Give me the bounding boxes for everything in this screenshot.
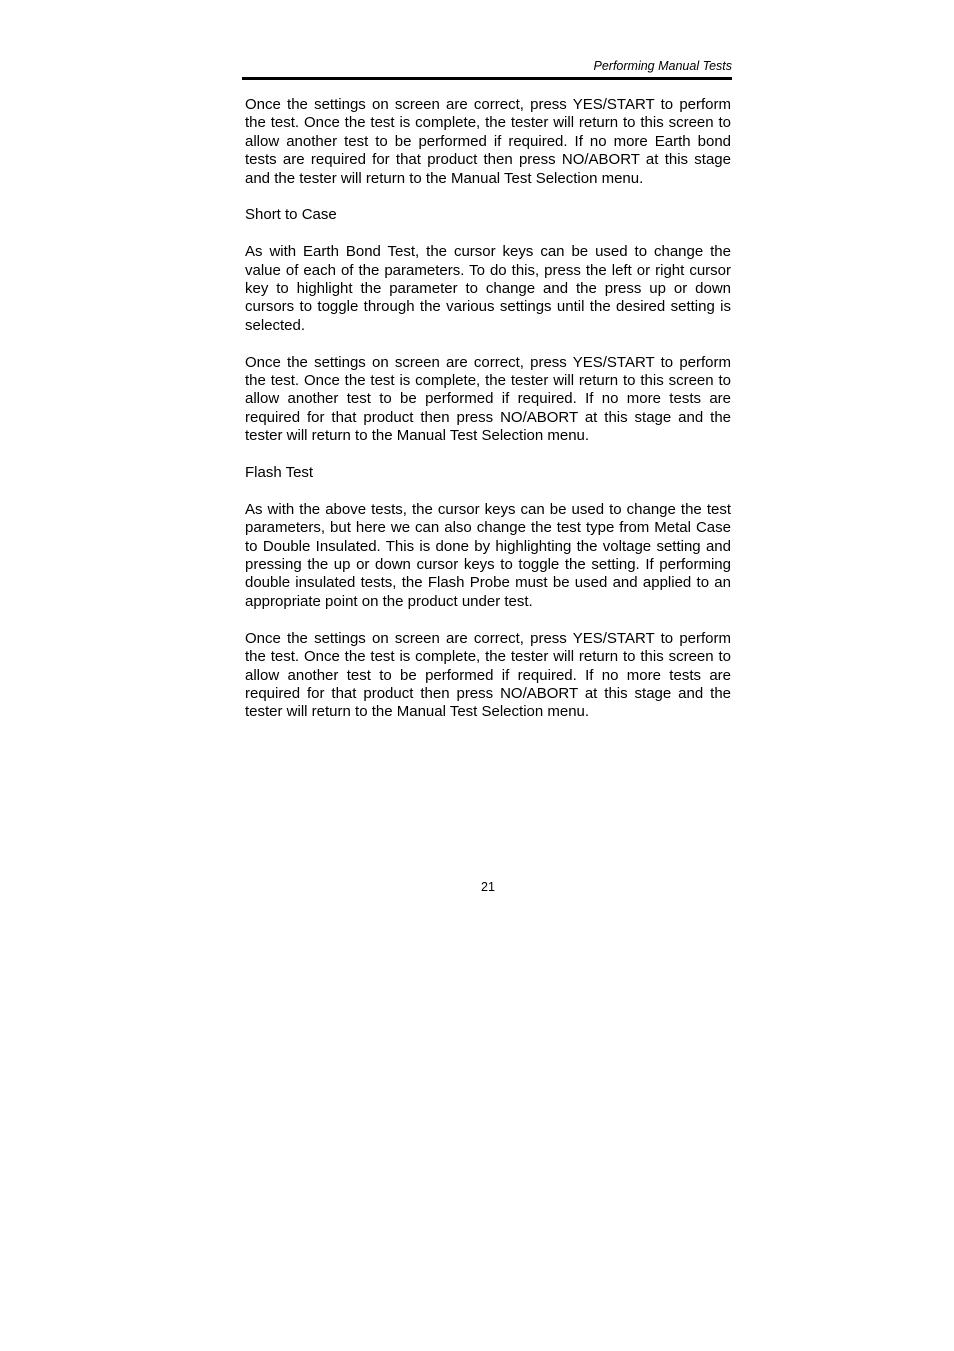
paragraph-short-to-case-parameters: As with Earth Bond Test, the cursor keys can be used to change the value of each of the parameters. To do this, press the left or right cursor key to highlight the parameter to change and the press up or down cursors to toggle through the various settings until the desired setting is selected. bbox=[245, 243, 731, 334]
paragraph-flash-test-parameters: As with the above tests, the cursor keys can be used to change the test parameters, but here we can also change the test type from Metal Case to Double Insulated. This is done by highlighting the voltage setting and pressing the up or down cursor keys to toggle the setting. If performing double insulated tests, the Flash Probe must be used and applied to an appropriate point on the product under test. bbox=[245, 500, 731, 610]
page-number: 21 bbox=[481, 880, 495, 894]
page-content bbox=[245, 96, 731, 740]
paragraph-flash-test-completion: Once the settings on screen are correct, press YES/START to perform the test. Once the test is complete, the tester will return to this screen to allow another test to be performed if required. If no more tests are required for that product then press NO/ABORT at this stage and the tester will return to the Manual Test Selection menu. bbox=[245, 629, 731, 721]
paragraph-short-to-case-completion: Once the settings on screen are correct, press YES/START to perform the test. Once the test is complete, the tester will return to this screen to allow another test to be performed if required. If no more tests are required for that product then press NO/ABORT at this stage and the tester will return to the Manual Test Selection menu. bbox=[245, 353, 731, 445]
paragraph-earth-bond-completion: Once the settings on screen are correct, press YES/START to perform the test. Once the test is complete, the tester will return to this screen to allow another test to be performed if required. If no more Earth bond tests are required for that product then press NO/ABORT at this stage and the tester will return to the Manual Test Selection menu. bbox=[245, 96, 731, 187]
section-heading-short-to-case: Short to Case bbox=[245, 206, 337, 224]
running-title: Performing Manual Tests bbox=[593, 59, 732, 73]
section-heading-flash-test: Flash Test bbox=[245, 464, 314, 482]
page-header bbox=[242, 58, 732, 80]
